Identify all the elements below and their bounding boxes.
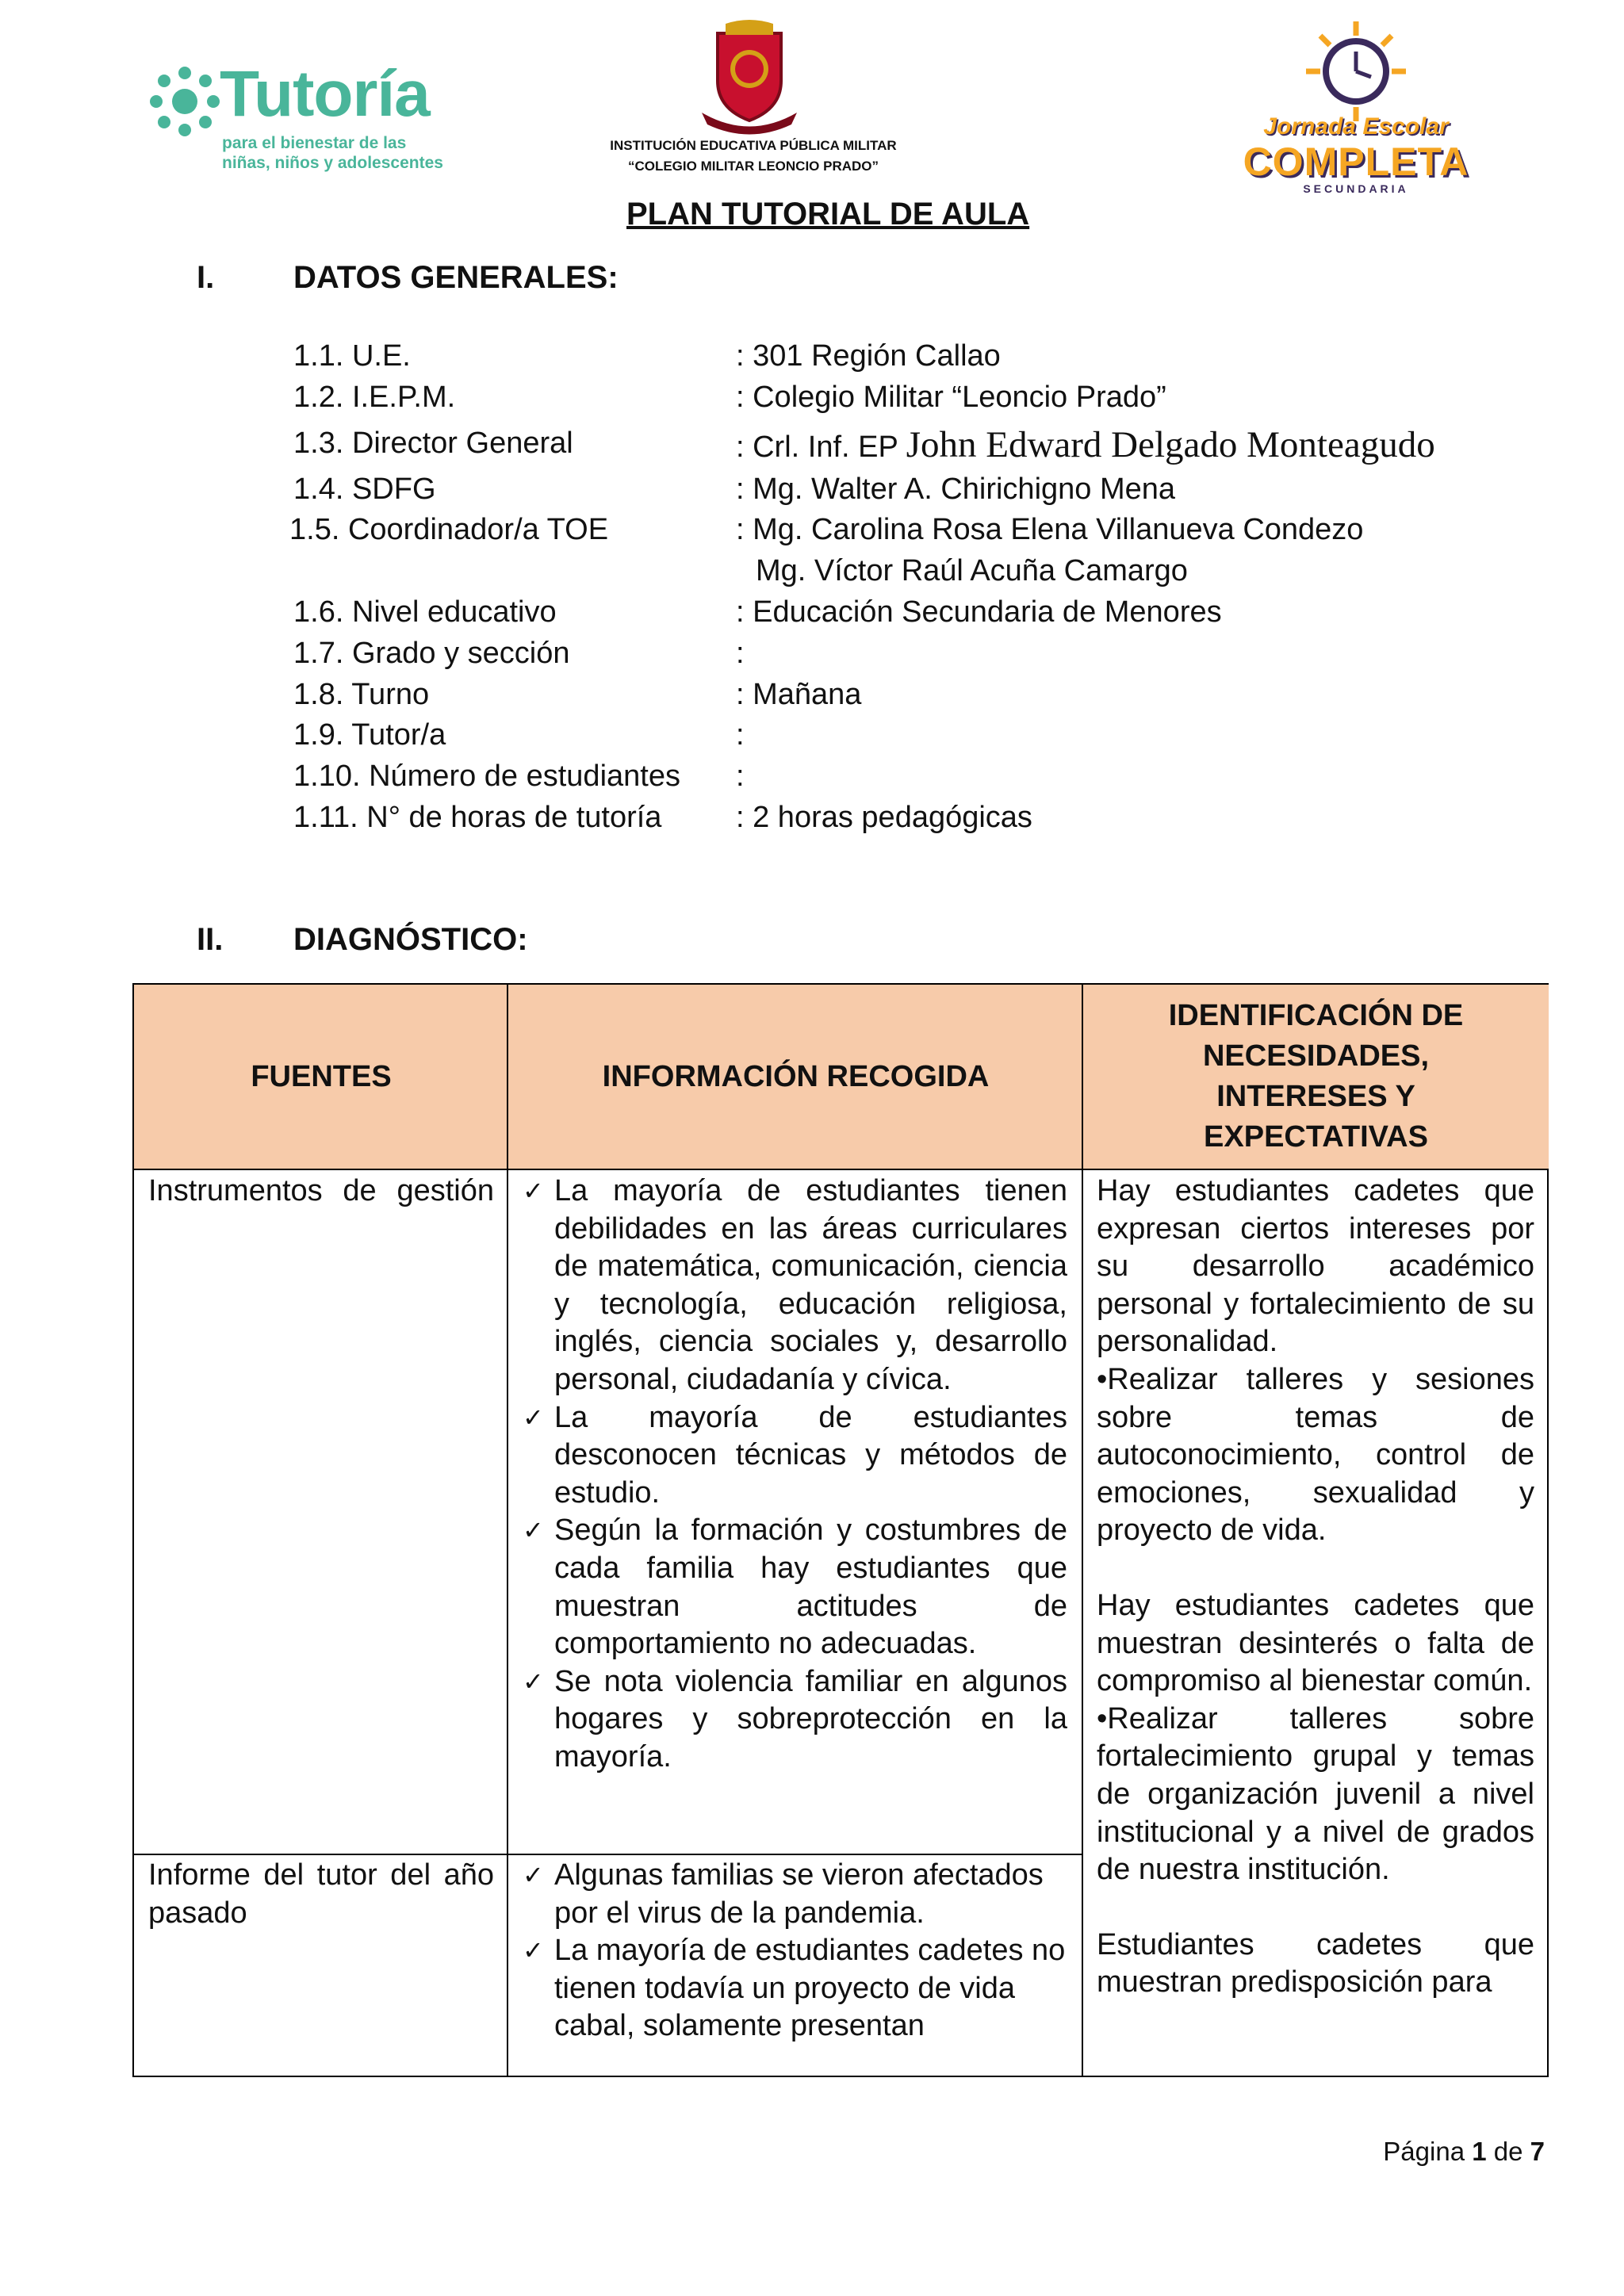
table-header-informacion: INFORMACIÓN RECOGIDA <box>508 985 1083 1170</box>
list-item-text: La mayoría de estudiantes cadetes no tienen todavía un proyecto de vida cabal, solamente presentan <box>554 1934 1066 2043</box>
field-value: : 301 Región Callao <box>736 339 1001 373</box>
jornada-escolar-completa-logo <box>1237 20 1475 195</box>
list-item-text: La mayoría de estudiantes tienen debilidades en las áreas curriculares de matemática, comunicación, ciencia y tecnología, educación religiosa, inglés, ciencia sociales y, desarrollo personal, ciudadanía y cívica. <box>554 1174 1067 1396</box>
field-label: 1.10. Número de estudiantes <box>293 760 680 793</box>
table-cell-informacion <box>523 1857 1067 2045</box>
field-label: 1.2. I.E.P.M. <box>293 381 456 414</box>
list-item-text: La mayoría de estudiantes desconocen técnicas y métodos de estudio. <box>554 1400 1067 1510</box>
list-item <box>523 1857 1067 1932</box>
section1-number: I. <box>197 260 215 295</box>
field-label: 1.1. U.E. <box>293 339 411 373</box>
section2-number: II. <box>197 922 224 957</box>
table-cell-fuente <box>148 1173 494 1211</box>
checkmark-icon: ✓ <box>523 1936 544 1965</box>
table-row-divider <box>134 1854 1083 1855</box>
table-header-necesidades: IDENTIFICACIÓN DE NECESIDADES, INTERESES Y EXPECTATIVAS <box>1083 985 1549 1170</box>
director-name: John Edward Delgado Monteagudo <box>906 424 1435 465</box>
checkmark-icon: ✓ <box>523 1861 544 1889</box>
field-value-second-line: Mg. Víctor Raúl Acuña Camargo <box>756 554 1188 587</box>
tutoria-logo <box>147 57 448 172</box>
list-item <box>523 1932 1067 2045</box>
list-item <box>523 1399 1067 1513</box>
field-value: : Mg. Walter A. Chirichigno Mena <box>736 473 1176 506</box>
clock-icon <box>1304 20 1408 123</box>
institution-name-line2: “COLEGIO MILITAR LEONCIO PRADO” <box>627 159 879 174</box>
list-item <box>523 1173 1067 1399</box>
field-label: 1.6. Nivel educativo <box>293 595 557 629</box>
document-title: PLAN TUTORIAL DE AULA <box>626 197 1030 232</box>
checkmark-icon: ✓ <box>523 1402 544 1432</box>
field-label: 1.11. N° de horas de tutoría <box>293 801 662 834</box>
table-header-fuentes: FUENTES <box>134 985 508 1170</box>
page-total: 7 <box>1530 2137 1545 2166</box>
table-divider <box>1082 985 1083 2076</box>
fuente-text: Informe del tutor del año pasado <box>148 1858 494 1930</box>
field-label: 1.4. SDFG <box>293 473 436 506</box>
field-value: : Educación Secundaria de Menores <box>736 595 1222 629</box>
list-item <box>523 1663 1067 1777</box>
section2-title: DIAGNÓSTICO: <box>293 922 528 957</box>
table-cell-informacion <box>523 1173 1067 1777</box>
checkmark-icon: ✓ <box>523 1516 544 1545</box>
table-cell-necesidades <box>1097 1173 1534 2002</box>
checkmark-icon: ✓ <box>523 1177 544 1205</box>
field-label: 1.7. Grado y sección <box>293 637 570 670</box>
jec-logo-line1: Jornada Escolar <box>1263 113 1449 140</box>
fuente-text: Instrumentos de gestión <box>148 1174 494 1207</box>
institution-name-line1: INSTITUCIÓN EDUCATIVA PÚBLICA MILITAR <box>610 138 897 153</box>
necesidad-paragraph: Hay estudiantes cadetes que muestran desinterés o falta de compromiso al bienestar común. <box>1097 1588 1534 1698</box>
field-value: : Mg. Carolina Rosa Elena Villanueva Condezo <box>736 513 1364 546</box>
list-item-text: Algunas familias se vieron afectados por el virus de la pandemia. <box>554 1858 1044 1930</box>
page-number <box>1383 2137 1545 2167</box>
field-label: 1.8. Turno <box>293 678 430 711</box>
checkmark-icon: ✓ <box>523 1667 544 1696</box>
page-current: 1 <box>1472 2137 1487 2166</box>
necesidad-paragraph: •Realizar talleres y sesiones sobre temas de autoconocimiento, control de emociones, sexualidad y proyecto de vida. <box>1097 1362 1534 1548</box>
field-value <box>736 423 1435 466</box>
field-value: : Colegio Militar “Leoncio Prado” <box>736 381 1166 414</box>
field-label: 1.5. Coordinador/a TOE <box>289 513 609 546</box>
section1-title: DATOS GENERALES: <box>293 260 619 295</box>
field-value: : <box>736 718 745 752</box>
page-separator: de <box>1486 2137 1530 2166</box>
tutoria-logo-title: Tutoría <box>220 58 430 130</box>
necesidad-paragraph: Hay estudiantes cadetes que expresan ciertos intereses por su desarrollo académico personal y fortalecimiento de su personalidad. <box>1097 1174 1534 1359</box>
field-label: 1.9. Tutor/a <box>293 718 446 752</box>
tutoria-logo-subtitle-line2: niñas, niños y adolescentes <box>222 154 443 172</box>
necesidad-paragraph: •Realizar talleres sobre fortalecimiento grupal y temas de organización juvenil a nivel institucional y a nivel de grados de nuestra institución. <box>1097 1701 1534 1887</box>
list-item <box>523 1512 1067 1663</box>
field-value-prefix: : Crl. Inf. EP <box>736 430 906 464</box>
tutoria-dots-icon <box>147 63 223 140</box>
table-divider <box>507 985 508 2076</box>
tutoria-logo-subtitle <box>222 133 460 173</box>
list-item-text: Según la formación y costumbres de cada familia hay estudiantes que muestran actitudes de comportamiento no adecuadas. <box>554 1513 1067 1661</box>
list-item-text: Se nota violencia familiar en algunos hogares y sobreprotección en la mayoría. <box>554 1664 1067 1774</box>
field-value: : 2 horas pedagógicas <box>736 801 1032 834</box>
school-crest-icon <box>698 17 801 136</box>
field-label: 1.3. Director General <box>293 427 573 460</box>
field-value: : <box>736 637 745 670</box>
field-value: : <box>736 760 745 793</box>
necesidad-paragraph: Estudiantes cadetes que muestran predisposición para <box>1097 1927 1534 1999</box>
page-prefix: Página <box>1383 2137 1473 2166</box>
jec-logo-line3: SECUNDARIA <box>1303 182 1409 195</box>
field-value: : Mañana <box>736 678 862 711</box>
table-cell-fuente <box>148 1857 494 1932</box>
diagnostico-table <box>132 983 1549 2077</box>
jec-logo-line2: COMPLETA <box>1243 140 1469 184</box>
tutoria-logo-subtitle-line1: para el bienestar de las <box>222 134 407 152</box>
